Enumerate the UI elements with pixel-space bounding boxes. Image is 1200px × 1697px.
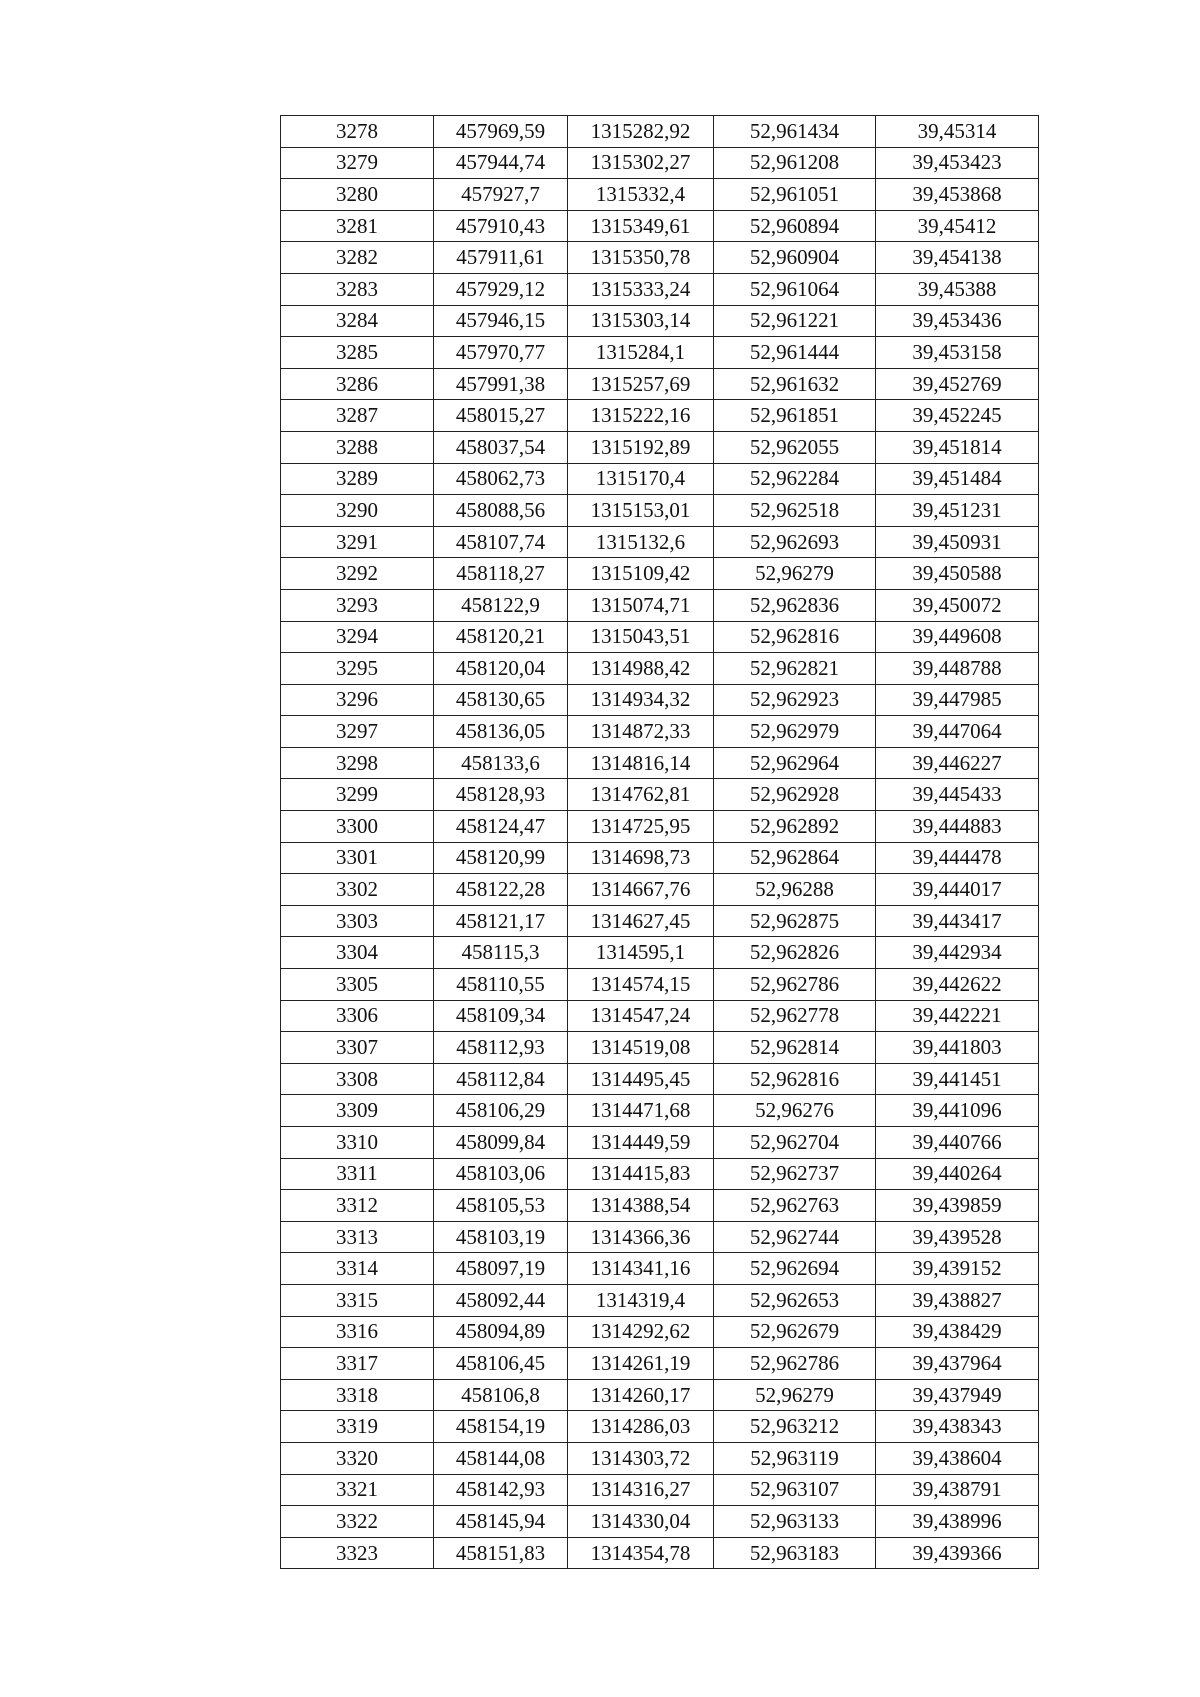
- x-coordinate-cell: 458107,74: [434, 526, 568, 558]
- latitude-cell: 52,963183: [714, 1537, 876, 1569]
- point-number-cell: 3298: [281, 747, 434, 779]
- table-row: [281, 210, 1039, 242]
- table-row: [281, 273, 1039, 305]
- table-row: [281, 526, 1039, 558]
- latitude-cell: 52,963133: [714, 1506, 876, 1538]
- latitude-cell: 52,962704: [714, 1127, 876, 1159]
- latitude-cell: 52,962979: [714, 716, 876, 748]
- x-coordinate-cell: 458088,56: [434, 495, 568, 527]
- point-number-cell: 3313: [281, 1221, 434, 1253]
- longitude-cell: 39,453158: [876, 337, 1039, 369]
- longitude-cell: 39,438429: [876, 1316, 1039, 1348]
- longitude-cell: 39,444883: [876, 811, 1039, 843]
- longitude-cell: 39,453868: [876, 179, 1039, 211]
- table-row: [281, 1474, 1039, 1506]
- table-row: [281, 400, 1039, 432]
- y-coordinate-cell: 1315132,6: [568, 526, 714, 558]
- point-number-cell: 3312: [281, 1190, 434, 1222]
- latitude-cell: 52,96276: [714, 1095, 876, 1127]
- latitude-cell: 52,962816: [714, 1063, 876, 1095]
- latitude-cell: 52,962814: [714, 1032, 876, 1064]
- point-number-cell: 3308: [281, 1063, 434, 1095]
- longitude-cell: 39,45412: [876, 210, 1039, 242]
- latitude-cell: 52,962518: [714, 495, 876, 527]
- latitude-cell: 52,962928: [714, 779, 876, 811]
- longitude-cell: 39,452245: [876, 400, 1039, 432]
- y-coordinate-cell: 1315192,89: [568, 431, 714, 463]
- table-row: [281, 1537, 1039, 1569]
- longitude-cell: 39,437949: [876, 1379, 1039, 1411]
- y-coordinate-cell: 1315302,27: [568, 147, 714, 179]
- x-coordinate-cell: 458112,84: [434, 1063, 568, 1095]
- y-coordinate-cell: 1315332,4: [568, 179, 714, 211]
- point-number-cell: 3320: [281, 1442, 434, 1474]
- table-row: [281, 905, 1039, 937]
- y-coordinate-cell: 1314698,73: [568, 842, 714, 874]
- x-coordinate-cell: 458112,93: [434, 1032, 568, 1064]
- longitude-cell: 39,444017: [876, 874, 1039, 906]
- y-coordinate-cell: 1315043,51: [568, 621, 714, 653]
- y-coordinate-cell: 1315303,14: [568, 305, 714, 337]
- y-coordinate-cell: 1315170,4: [568, 463, 714, 495]
- table-row: [281, 716, 1039, 748]
- y-coordinate-cell: 1315284,1: [568, 337, 714, 369]
- table-row: [281, 1411, 1039, 1443]
- y-coordinate-cell: 1315074,71: [568, 589, 714, 621]
- table-row: [281, 1158, 1039, 1190]
- y-coordinate-cell: 1314988,42: [568, 653, 714, 685]
- longitude-cell: 39,445433: [876, 779, 1039, 811]
- point-number-cell: 3280: [281, 179, 434, 211]
- longitude-cell: 39,451231: [876, 495, 1039, 527]
- x-coordinate-cell: 457910,43: [434, 210, 568, 242]
- longitude-cell: 39,45314: [876, 116, 1039, 148]
- point-number-cell: 3293: [281, 589, 434, 621]
- x-coordinate-cell: 458097,19: [434, 1253, 568, 1285]
- longitude-cell: 39,438604: [876, 1442, 1039, 1474]
- x-coordinate-cell: 457944,74: [434, 147, 568, 179]
- point-number-cell: 3321: [281, 1474, 434, 1506]
- point-number-cell: 3286: [281, 368, 434, 400]
- y-coordinate-cell: 1315109,42: [568, 558, 714, 590]
- table-row: [281, 1316, 1039, 1348]
- latitude-cell: 52,960894: [714, 210, 876, 242]
- table-row: [281, 1379, 1039, 1411]
- latitude-cell: 52,962694: [714, 1253, 876, 1285]
- latitude-cell: 52,963119: [714, 1442, 876, 1474]
- longitude-cell: 39,441451: [876, 1063, 1039, 1095]
- y-coordinate-cell: 1314934,32: [568, 684, 714, 716]
- point-number-cell: 3299: [281, 779, 434, 811]
- latitude-cell: 52,962693: [714, 526, 876, 558]
- point-number-cell: 3301: [281, 842, 434, 874]
- longitude-cell: 39,447064: [876, 716, 1039, 748]
- latitude-cell: 52,961064: [714, 273, 876, 305]
- latitude-cell: 52,962875: [714, 905, 876, 937]
- latitude-cell: 52,962786: [714, 969, 876, 1001]
- table-row: [281, 1442, 1039, 1474]
- point-number-cell: 3283: [281, 273, 434, 305]
- y-coordinate-cell: 1314415,83: [568, 1158, 714, 1190]
- table-row: [281, 1032, 1039, 1064]
- latitude-cell: 52,962864: [714, 842, 876, 874]
- point-number-cell: 3300: [281, 811, 434, 843]
- latitude-cell: 52,96288: [714, 874, 876, 906]
- coordinates-table: [280, 115, 1039, 1569]
- latitude-cell: 52,96279: [714, 558, 876, 590]
- y-coordinate-cell: 1315257,69: [568, 368, 714, 400]
- longitude-cell: 39,439859: [876, 1190, 1039, 1222]
- x-coordinate-cell: 458115,3: [434, 937, 568, 969]
- y-coordinate-cell: 1315333,24: [568, 273, 714, 305]
- point-number-cell: 3318: [281, 1379, 434, 1411]
- longitude-cell: 39,451484: [876, 463, 1039, 495]
- x-coordinate-cell: 458109,34: [434, 1000, 568, 1032]
- x-coordinate-cell: 458110,55: [434, 969, 568, 1001]
- point-number-cell: 3322: [281, 1506, 434, 1538]
- latitude-cell: 52,96279: [714, 1379, 876, 1411]
- longitude-cell: 39,438996: [876, 1506, 1039, 1538]
- latitude-cell: 52,962055: [714, 431, 876, 463]
- point-number-cell: 3309: [281, 1095, 434, 1127]
- table-row: [281, 179, 1039, 211]
- latitude-cell: 52,961851: [714, 400, 876, 432]
- y-coordinate-cell: 1314303,72: [568, 1442, 714, 1474]
- x-coordinate-cell: 458136,05: [434, 716, 568, 748]
- x-coordinate-cell: 458120,21: [434, 621, 568, 653]
- latitude-cell: 52,961632: [714, 368, 876, 400]
- point-number-cell: 3302: [281, 874, 434, 906]
- x-coordinate-cell: 458015,27: [434, 400, 568, 432]
- latitude-cell: 52,962679: [714, 1316, 876, 1348]
- longitude-cell: 39,439366: [876, 1537, 1039, 1569]
- y-coordinate-cell: 1315153,01: [568, 495, 714, 527]
- x-coordinate-cell: 458142,93: [434, 1474, 568, 1506]
- table-row: [281, 558, 1039, 590]
- table-row: [281, 495, 1039, 527]
- x-coordinate-cell: 458120,04: [434, 653, 568, 685]
- y-coordinate-cell: 1314667,76: [568, 874, 714, 906]
- table-row: [281, 1127, 1039, 1159]
- latitude-cell: 52,962826: [714, 937, 876, 969]
- latitude-cell: 52,961208: [714, 147, 876, 179]
- longitude-cell: 39,442934: [876, 937, 1039, 969]
- coordinates-table-body: [281, 116, 1039, 1569]
- y-coordinate-cell: 1314354,78: [568, 1537, 714, 1569]
- point-number-cell: 3294: [281, 621, 434, 653]
- point-number-cell: 3295: [281, 653, 434, 685]
- table-row: [281, 937, 1039, 969]
- point-number-cell: 3315: [281, 1284, 434, 1316]
- x-coordinate-cell: 458103,19: [434, 1221, 568, 1253]
- table-row: [281, 747, 1039, 779]
- y-coordinate-cell: 1314388,54: [568, 1190, 714, 1222]
- point-number-cell: 3289: [281, 463, 434, 495]
- y-coordinate-cell: 1315282,92: [568, 116, 714, 148]
- y-coordinate-cell: 1314872,33: [568, 716, 714, 748]
- latitude-cell: 52,961051: [714, 179, 876, 211]
- x-coordinate-cell: 458106,45: [434, 1348, 568, 1380]
- table-row: [281, 779, 1039, 811]
- latitude-cell: 52,962923: [714, 684, 876, 716]
- point-number-cell: 3278: [281, 116, 434, 148]
- table-row: [281, 1190, 1039, 1222]
- latitude-cell: 52,961221: [714, 305, 876, 337]
- longitude-cell: 39,438827: [876, 1284, 1039, 1316]
- table-row: [281, 337, 1039, 369]
- y-coordinate-cell: 1315222,16: [568, 400, 714, 432]
- point-number-cell: 3317: [281, 1348, 434, 1380]
- y-coordinate-cell: 1314292,62: [568, 1316, 714, 1348]
- x-coordinate-cell: 458122,9: [434, 589, 568, 621]
- y-coordinate-cell: 1314725,95: [568, 811, 714, 843]
- latitude-cell: 52,962816: [714, 621, 876, 653]
- x-coordinate-cell: 458120,99: [434, 842, 568, 874]
- longitude-cell: 39,443417: [876, 905, 1039, 937]
- x-coordinate-cell: 457929,12: [434, 273, 568, 305]
- longitude-cell: 39,453423: [876, 147, 1039, 179]
- longitude-cell: 39,441096: [876, 1095, 1039, 1127]
- longitude-cell: 39,448788: [876, 653, 1039, 685]
- longitude-cell: 39,440766: [876, 1127, 1039, 1159]
- x-coordinate-cell: 457970,77: [434, 337, 568, 369]
- table-row: [281, 1063, 1039, 1095]
- x-coordinate-cell: 458124,47: [434, 811, 568, 843]
- latitude-cell: 52,961444: [714, 337, 876, 369]
- x-coordinate-cell: 458151,83: [434, 1537, 568, 1569]
- latitude-cell: 52,962964: [714, 747, 876, 779]
- point-number-cell: 3306: [281, 1000, 434, 1032]
- longitude-cell: 39,447985: [876, 684, 1039, 716]
- table-row: [281, 1284, 1039, 1316]
- latitude-cell: 52,962892: [714, 811, 876, 843]
- table-row: [281, 431, 1039, 463]
- table-row: [281, 811, 1039, 843]
- point-number-cell: 3290: [281, 495, 434, 527]
- x-coordinate-cell: 458106,8: [434, 1379, 568, 1411]
- point-number-cell: 3281: [281, 210, 434, 242]
- y-coordinate-cell: 1314260,17: [568, 1379, 714, 1411]
- latitude-cell: 52,962778: [714, 1000, 876, 1032]
- y-coordinate-cell: 1314316,27: [568, 1474, 714, 1506]
- table-row: [281, 1348, 1039, 1380]
- table-row: [281, 969, 1039, 1001]
- longitude-cell: 39,438343: [876, 1411, 1039, 1443]
- latitude-cell: 52,962744: [714, 1221, 876, 1253]
- latitude-cell: 52,960904: [714, 242, 876, 274]
- y-coordinate-cell: 1314574,15: [568, 969, 714, 1001]
- y-coordinate-cell: 1314762,81: [568, 779, 714, 811]
- latitude-cell: 52,962836: [714, 589, 876, 621]
- x-coordinate-cell: 458144,08: [434, 1442, 568, 1474]
- point-number-cell: 3296: [281, 684, 434, 716]
- latitude-cell: 52,963212: [714, 1411, 876, 1443]
- longitude-cell: 39,440264: [876, 1158, 1039, 1190]
- x-coordinate-cell: 458105,53: [434, 1190, 568, 1222]
- table-row: [281, 874, 1039, 906]
- point-number-cell: 3311: [281, 1158, 434, 1190]
- x-coordinate-cell: 458092,44: [434, 1284, 568, 1316]
- table-row: [281, 621, 1039, 653]
- longitude-cell: 39,439528: [876, 1221, 1039, 1253]
- x-coordinate-cell: 457946,15: [434, 305, 568, 337]
- y-coordinate-cell: 1314319,4: [568, 1284, 714, 1316]
- table-row: [281, 653, 1039, 685]
- point-number-cell: 3323: [281, 1537, 434, 1569]
- table-row: [281, 1095, 1039, 1127]
- point-number-cell: 3282: [281, 242, 434, 274]
- y-coordinate-cell: 1314261,19: [568, 1348, 714, 1380]
- x-coordinate-cell: 458099,84: [434, 1127, 568, 1159]
- y-coordinate-cell: 1314286,03: [568, 1411, 714, 1443]
- longitude-cell: 39,453436: [876, 305, 1039, 337]
- table-row: [281, 1000, 1039, 1032]
- x-coordinate-cell: 458121,17: [434, 905, 568, 937]
- y-coordinate-cell: 1314366,36: [568, 1221, 714, 1253]
- y-coordinate-cell: 1314330,04: [568, 1506, 714, 1538]
- x-coordinate-cell: 458122,28: [434, 874, 568, 906]
- table-row: [281, 116, 1039, 148]
- x-coordinate-cell: 458106,29: [434, 1095, 568, 1127]
- latitude-cell: 52,962786: [714, 1348, 876, 1380]
- point-number-cell: 3284: [281, 305, 434, 337]
- x-coordinate-cell: 458118,27: [434, 558, 568, 590]
- y-coordinate-cell: 1314341,16: [568, 1253, 714, 1285]
- latitude-cell: 52,962653: [714, 1284, 876, 1316]
- point-number-cell: 3292: [281, 558, 434, 590]
- longitude-cell: 39,451814: [876, 431, 1039, 463]
- table-row: [281, 1221, 1039, 1253]
- x-coordinate-cell: 457927,7: [434, 179, 568, 211]
- latitude-cell: 52,962763: [714, 1190, 876, 1222]
- latitude-cell: 52,961434: [714, 116, 876, 148]
- longitude-cell: 39,442622: [876, 969, 1039, 1001]
- point-number-cell: 3316: [281, 1316, 434, 1348]
- point-number-cell: 3287: [281, 400, 434, 432]
- latitude-cell: 52,963107: [714, 1474, 876, 1506]
- table-row: [281, 305, 1039, 337]
- y-coordinate-cell: 1315350,78: [568, 242, 714, 274]
- latitude-cell: 52,962821: [714, 653, 876, 685]
- point-number-cell: 3288: [281, 431, 434, 463]
- longitude-cell: 39,452769: [876, 368, 1039, 400]
- longitude-cell: 39,449608: [876, 621, 1039, 653]
- y-coordinate-cell: 1314816,14: [568, 747, 714, 779]
- x-coordinate-cell: 458128,93: [434, 779, 568, 811]
- longitude-cell: 39,454138: [876, 242, 1039, 274]
- longitude-cell: 39,442221: [876, 1000, 1039, 1032]
- longitude-cell: 39,450072: [876, 589, 1039, 621]
- y-coordinate-cell: 1314547,24: [568, 1000, 714, 1032]
- y-coordinate-cell: 1314627,45: [568, 905, 714, 937]
- x-coordinate-cell: 458094,89: [434, 1316, 568, 1348]
- table-row: [281, 842, 1039, 874]
- x-coordinate-cell: 458103,06: [434, 1158, 568, 1190]
- table-row: [281, 463, 1039, 495]
- point-number-cell: 3291: [281, 526, 434, 558]
- point-number-cell: 3279: [281, 147, 434, 179]
- x-coordinate-cell: 457991,38: [434, 368, 568, 400]
- point-number-cell: 3305: [281, 969, 434, 1001]
- point-number-cell: 3304: [281, 937, 434, 969]
- latitude-cell: 52,962284: [714, 463, 876, 495]
- point-number-cell: 3285: [281, 337, 434, 369]
- longitude-cell: 39,446227: [876, 747, 1039, 779]
- x-coordinate-cell: 457911,61: [434, 242, 568, 274]
- longitude-cell: 39,45388: [876, 273, 1039, 305]
- table-row: [281, 589, 1039, 621]
- y-coordinate-cell: 1314449,59: [568, 1127, 714, 1159]
- x-coordinate-cell: 458130,65: [434, 684, 568, 716]
- table-row: [281, 1253, 1039, 1285]
- x-coordinate-cell: 458154,19: [434, 1411, 568, 1443]
- point-number-cell: 3303: [281, 905, 434, 937]
- latitude-cell: 52,962737: [714, 1158, 876, 1190]
- y-coordinate-cell: 1314519,08: [568, 1032, 714, 1064]
- x-coordinate-cell: 458037,54: [434, 431, 568, 463]
- point-number-cell: 3307: [281, 1032, 434, 1064]
- longitude-cell: 39,450931: [876, 526, 1039, 558]
- x-coordinate-cell: 457969,59: [434, 116, 568, 148]
- point-number-cell: 3319: [281, 1411, 434, 1443]
- y-coordinate-cell: 1314595,1: [568, 937, 714, 969]
- longitude-cell: 39,438791: [876, 1474, 1039, 1506]
- longitude-cell: 39,441803: [876, 1032, 1039, 1064]
- table-row: [281, 1506, 1039, 1538]
- x-coordinate-cell: 458133,6: [434, 747, 568, 779]
- table-row: [281, 242, 1039, 274]
- table-row: [281, 368, 1039, 400]
- longitude-cell: 39,444478: [876, 842, 1039, 874]
- x-coordinate-cell: 458062,73: [434, 463, 568, 495]
- y-coordinate-cell: 1314471,68: [568, 1095, 714, 1127]
- x-coordinate-cell: 458145,94: [434, 1506, 568, 1538]
- point-number-cell: 3314: [281, 1253, 434, 1285]
- table-row: [281, 684, 1039, 716]
- y-coordinate-cell: 1314495,45: [568, 1063, 714, 1095]
- longitude-cell: 39,437964: [876, 1348, 1039, 1380]
- longitude-cell: 39,439152: [876, 1253, 1039, 1285]
- table-row: [281, 147, 1039, 179]
- y-coordinate-cell: 1315349,61: [568, 210, 714, 242]
- longitude-cell: 39,450588: [876, 558, 1039, 590]
- point-number-cell: 3297: [281, 716, 434, 748]
- point-number-cell: 3310: [281, 1127, 434, 1159]
